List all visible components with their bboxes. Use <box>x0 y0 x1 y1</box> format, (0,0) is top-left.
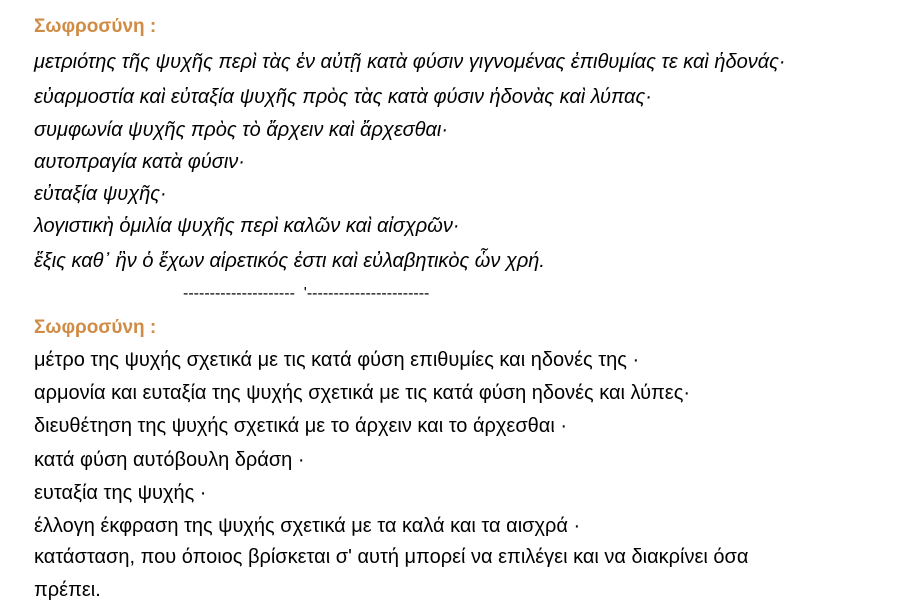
ancient-line-5: εὐταξία ψυχῆς· <box>34 183 167 205</box>
modern-line-7: κατάσταση, που όποιος βρίσκεται σ' αυτή μπορεί να επιλέγει και να διακρίνει όσα <box>34 546 749 568</box>
modern-line-2: αρμονία και ευταξία της ψυχής σχετικά με τις κατά φύση ηδονές και λύπες· <box>34 382 691 404</box>
ancient-line-1: μετριότης τῆς ψυχῆς περὶ τὰς ἐν αὐτῇ κατὰ φύσιν γιγνομένας ἐπιθυμίας τε καὶ ἡδονάς· <box>34 51 786 73</box>
modern-heading: Σωφροσύνη : <box>34 317 157 338</box>
modern-line-6: έλλογη έκφραση της ψυχής σχετικά με τα καλά και τα αισχρά · <box>34 515 581 537</box>
modern-line-5: ευταξία της ψυχής · <box>34 482 207 504</box>
ancient-line-4: αυτοπραγία κατὰ φύσιν· <box>34 151 245 173</box>
modern-line-8: πρέπει. <box>34 579 101 601</box>
ancient-heading: Σωφροσύνη : <box>34 16 157 37</box>
section-divider: --------------------- '----------------------- <box>183 285 430 302</box>
modern-line-3: διευθέτηση της ψυχής σχετικά με το άρχειν και το άρχεσθαι · <box>34 415 568 437</box>
modern-line-4: κατά φύση αυτόβουλη δράση · <box>34 449 305 471</box>
ancient-line-2: εὐαρμοστία καὶ εὐταξία ψυχῆς πρὸς τὰς κατὰ φύσιν ἡδονὰς καὶ λύπας· <box>34 86 652 108</box>
modern-line-1: μέτρο της ψυχής σχετικά με τις κατά φύση επιθυμίες και ηδονές της · <box>34 349 640 371</box>
ancient-line-3: συμφωνία ψυχῆς πρὸς τὸ ἄρχειν καὶ ἄρχεσθαι· <box>34 119 449 141</box>
ancient-line-7: ἕξις καθ᾿ ἣν ὁ ἔχων αἱρετικός ἐστι καὶ εὐλαβητικὸς ὧν χρή. <box>34 250 545 272</box>
ancient-line-6: λογιστικὴ ὁμιλία ψυχῆς περὶ καλῶν καὶ αἰσχρῶν· <box>34 215 460 237</box>
